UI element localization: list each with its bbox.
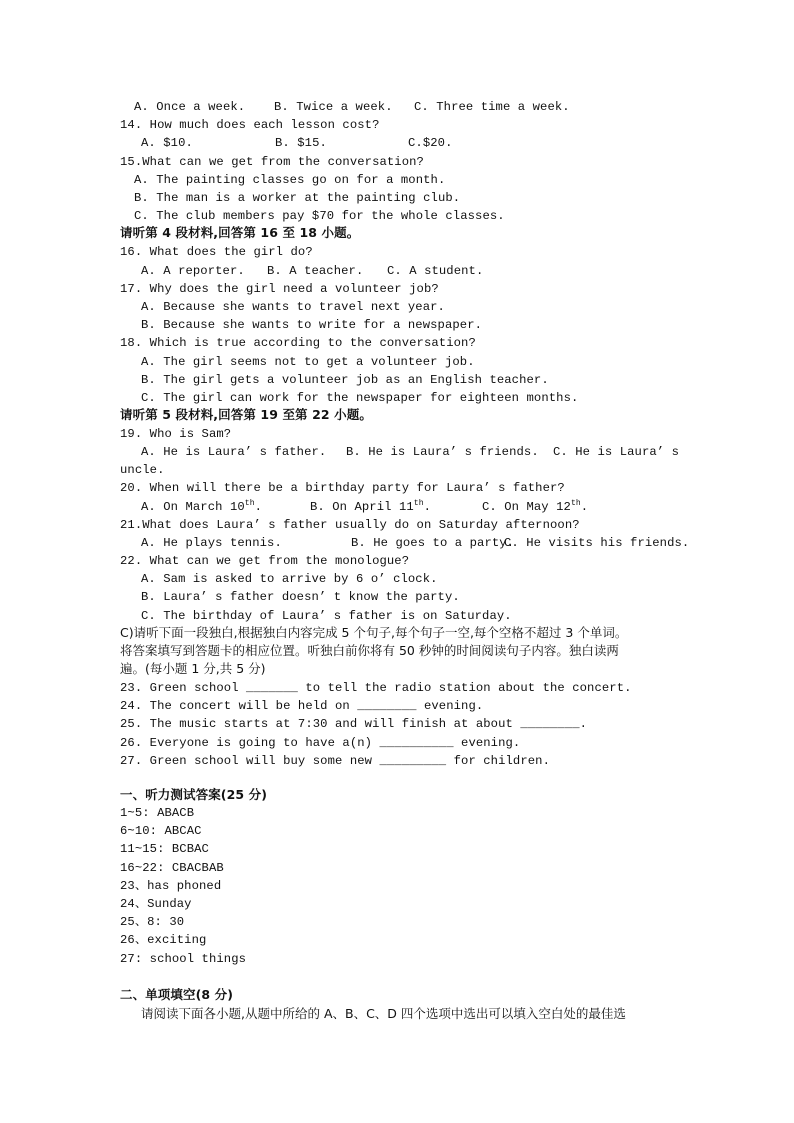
answer-item: 27: school things xyxy=(120,952,247,966)
section-4-heading: 请听第 4 段材料,回答第 16 至 18 小题。 xyxy=(120,225,360,240)
q15-question: 15.What can we get from the conversation? xyxy=(120,155,424,169)
q19-option-a: A. He is Laura’ s father. xyxy=(141,445,327,459)
q18-option-b: B. The girl gets a volunteer job as an English teacher. xyxy=(141,373,549,387)
q21-question: 21.What does Laura’ s father usually do on Saturday afternoon? xyxy=(120,518,580,532)
q15-option-a: A. The painting classes go on for a month. xyxy=(134,173,446,187)
q19-option-c-cont: uncle. xyxy=(120,463,165,477)
answer-item: 11~15: BCBAC xyxy=(120,842,209,856)
q20-question: 20. When will there be a birthday party for Laura’ s father? xyxy=(120,481,565,495)
q17-question: 17. Why does the girl need a volunteer job? xyxy=(120,282,439,296)
q19-option-c: C. He is Laura’ s xyxy=(553,445,680,459)
q14-option-b: B. $15. xyxy=(275,136,327,150)
fill-item: 27. Green school will buy some new _________ for children. xyxy=(120,754,550,768)
answer-item: 1~5: ABACB xyxy=(120,806,195,820)
section-c-instruction-2: 将答案填写到答题卡的相应位置。听独白前你将有 50 秒钟的时间阅读句子内容。独白读两 xyxy=(120,643,619,658)
q22-option-c: C. The birthday of Laura’ s father is on Saturday. xyxy=(141,609,512,623)
q16-question: 16. What does the girl do? xyxy=(120,245,313,259)
section-c-instruction-3: 遍。(每小题 1 分,共 5 分) xyxy=(120,661,266,676)
fill-item: 24. The concert will be held on ________ evening. xyxy=(120,699,484,713)
q14-option-a: A. $10. xyxy=(141,136,193,150)
fill-item: 25. The music starts at 7:30 and will finish at about ________. xyxy=(120,717,588,731)
q22-option-a: A. Sam is asked to arrive by 6 o’ clock. xyxy=(141,572,438,586)
answers-heading: 一、听力测试答案(25 分) xyxy=(120,787,268,802)
q20-option-c: C. On May 12th. xyxy=(482,499,589,514)
q17-option-a: A. Because she wants to travel next year. xyxy=(141,300,445,314)
q13-option-a: A. Once a week. xyxy=(134,100,246,114)
q17-option-b: B. Because she wants to write for a newspaper. xyxy=(141,318,483,332)
q18-option-c: C. The girl can work for the newspaper for eighteen months. xyxy=(141,391,579,405)
q15-option-b: B. The man is a worker at the painting club. xyxy=(134,191,461,205)
q21-option-b: B. He goes to a party. xyxy=(351,536,515,550)
q21-option-a: A. He plays tennis. xyxy=(141,536,282,550)
q16-option-b: B. A teacher. xyxy=(267,264,364,278)
answer-item: 24、Sunday xyxy=(120,897,192,911)
q14-option-c: C.$20. xyxy=(408,136,453,150)
part-2-intro: 请阅读下面各小题,从题中所给的 A、B、C、D 四个选项中选出可以填入空白处的最佳选 xyxy=(141,1006,626,1021)
fill-item: 26. Everyone is going to have a(n) __________ evening. xyxy=(120,736,521,750)
q15-option-c: C. The club members pay $70 for the whole classes. xyxy=(134,209,505,223)
fill-item: 23. Green school _______ to tell the radio station about the concert. xyxy=(120,681,632,695)
part-2-heading: 二、单项填空(8 分) xyxy=(120,987,234,1002)
section-c-instruction-1: C)请听下面一段独白,根据独白内容完成 5 个句子,每个句子一空,每个空格不超过 3 个单词。 xyxy=(120,625,628,640)
q18-option-a: A. The girl seems not to get a volunteer job. xyxy=(141,355,475,369)
q13-option-c: C. Three time a week. xyxy=(414,100,570,114)
answer-item: 23、has phoned xyxy=(120,879,222,893)
q20-option-a: A. On March 10th. xyxy=(141,499,263,514)
q14-question: 14. How much does each lesson cost? xyxy=(120,118,380,132)
q19-option-b: B. He is Laura’ s friends. xyxy=(346,445,539,459)
q16-option-a: A. A reporter. xyxy=(141,264,245,278)
answer-item: 25、8: 30 xyxy=(120,915,185,929)
q18-question: 18. Which is true according to the conversation? xyxy=(120,336,476,350)
q13-option-b: B. Twice a week. xyxy=(274,100,393,114)
answer-item: 6~10: ABCAC xyxy=(120,824,202,838)
answer-item: 26、exciting xyxy=(120,933,207,947)
q16-option-c: C. A student. xyxy=(387,264,484,278)
q22-option-b: B. Laura’ s father doesn’ t know the party. xyxy=(141,590,460,604)
answer-item: 16~22: CBACBAB xyxy=(120,861,224,875)
q22-question: 22. What can we get from the monologue? xyxy=(120,554,410,568)
q19-question: 19. Who is Sam? xyxy=(120,427,232,441)
section-5-heading: 请听第 5 段材料,回答第 19 至第 22 小题。 xyxy=(120,407,372,422)
q21-option-c: C. He visits his friends. xyxy=(504,536,690,550)
q20-option-b: B. On April 11th. xyxy=(310,499,432,514)
